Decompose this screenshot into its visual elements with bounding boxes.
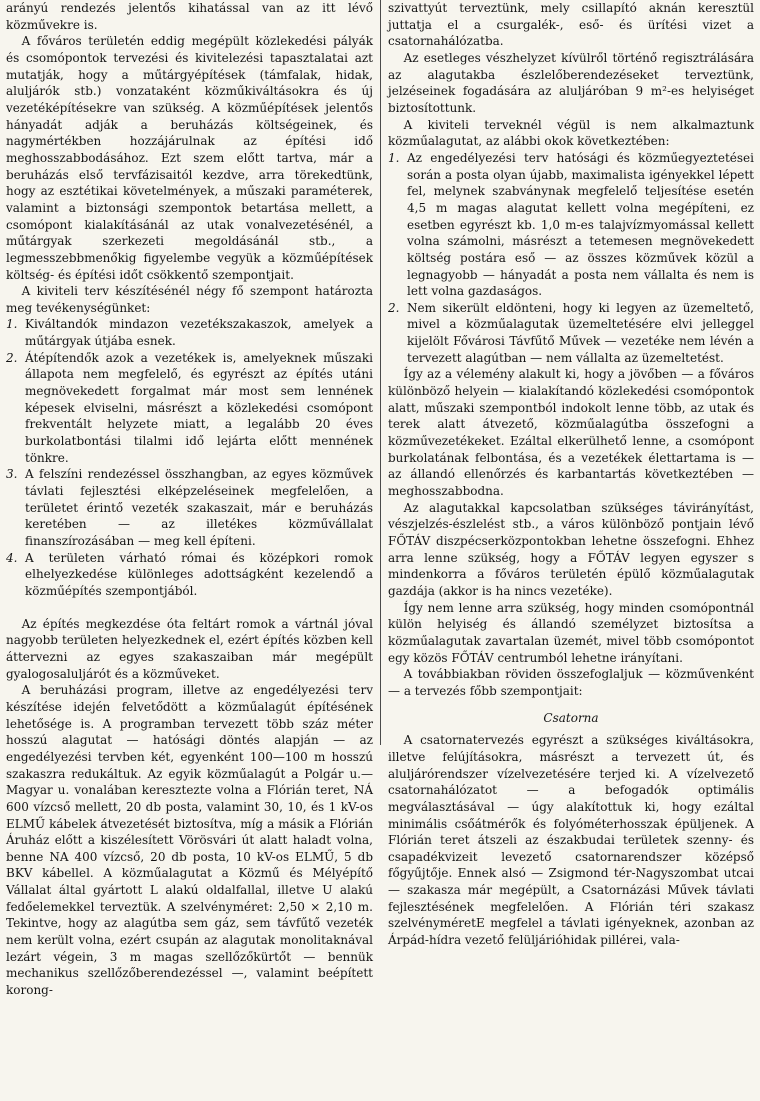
left-column — [6, 0, 373, 999]
paragraph: A csatornatervezés egyrészt a szükséges kiváltásokra, illetve felújításokra, másrészt a tervezett út, és aluljárórendszer vízelvezetésére terjed ki. A vízelvezető csatornahálózatot — a befogadók optimális megválasztásával — úgy alakítottuk ki, hogy ezáltal minimális csőátmérők és folyóméterhosszak épüljenek. A Flórián teret átszeli az északbudai területek szenny- és csapadékvizeit levezető csatornarendszer középső főgyűjtője. Ennek alsó — Zsigmond tér-Nagyszombat utcai — szakasza már megépült, a Csatornázási Művek távlati fejlesztésének megfelelően. A Flórián téri szakasz szelvényméretE megfelel a távlati igényeknek, azonban az Árpád-hídra vezető felüljárióhidak pillérei, vala- — [388, 733, 754, 948]
list-item — [388, 300, 754, 367]
criteria-list — [6, 316, 373, 599]
section-heading: Csatorna — [543, 710, 599, 725]
list-item — [6, 350, 373, 467]
paragraph: A továbbiakban röviden összefoglaljuk — közművenként — a tervezés főbb szempontjait: — [388, 667, 754, 698]
list-text: Nem sikerült eldönteni, hogy ki legyen az üzemeltető, mivel a közműalagutak üzemeltetésére elvi jelleggel kijelölt Fővárosi Távfűtő Művek — vezetéke nem lévén a tervezett alagútban — nem vállalta az üzemeltetést. — [407, 300, 754, 365]
list-text: A területen várható római és középkori romok elhelyezkedése különleges adottságként kezelendő a közműépítés szempontjából. — [25, 550, 373, 598]
paragraph: Az alagutakkal kapcsolatban szükséges távirányítást, vészjelzés-észlelést stb., a város különböző pontjain lévő FŐTÁV diszpécserközpontokban lehetne összefogni. Ehhez arra lenne szükség, hogy a FŐTÁV legyen egyszer s mindenkorra a főváros területén épülő közműalagutak gazdája (akkor is ha nincs vezetéke). — [388, 500, 754, 598]
paragraph: szivattyút terveztünk, mely csillapító aknán keresztül juttatja el a csurgalék-, eső- és ürítési vizet a csatornahálózatba. — [388, 1, 754, 49]
list-text: Átépítendők azok a vezetékek is, amelyeknek műszaki állapota nem megfelelő, és egyrészt az építés utáni megnövekedett forgalmat már most sem lennének képesek elviselni, másrészt a közlekedési csomópont frekventált helyzete miatt, a legalább 20 éves burkolatbontási tilalmi idő lejárta előtt mennének tönkre. — [25, 350, 373, 465]
list-number: 1. — [6, 317, 18, 332]
list-number: 2. — [6, 350, 18, 365]
list-number: 1. — [388, 150, 400, 165]
paragraph: Az esetleges vészhelyzet kívülről történő regisztrálására az alagutakba észlelőberendezéseket terveztünk, jelzéseinek fogadására az aluljáróban 9 m²-es helyiséget biztosítottunk. — [388, 50, 754, 115]
list-text: A felszíni rendezéssel összhangban, az egyes közművek távlati fejlesztési elképzeléseinek megfelelően, a területet érintő vezeték szakaszait, már e beruházás keretében — az illetékes közművállalat finanszírozásában — meg kell építeni. — [25, 467, 373, 548]
column-divider — [380, 0, 381, 745]
paragraph: arányú rendezés jelentős kihatással van az itt lévő közművekre is. — [6, 1, 373, 32]
list-item — [6, 316, 373, 349]
paragraph: A főváros területén eddig megépült közlekedési pályák és csomópontok tervezési és kivitelezési tapasztalatai azt mutatják, hogy a műtárgyépítések (támfalak, hidak, aluljárók stb.) vonzataként közműkiváltásokra és új vezetéképítésekre van szükség. A közműépítések jelentős hányadát adják a beruházás költségeinek, és nagymértékben hozzájárulnak az építési idő meghosszabbodásához. Ezt szem előtt tartva, már a beruházás első tervfázisaitól kezdve, arra törekedtünk, hogy az esztétikai követelmények, a műszaki paraméterek, valamint a biztonsági szempontok betartása mellett, a csomópont kialakításánál az utak vonalvezetésénél, a műtárgyak szerkezeti megoldásánál stb., a legmesszebbmenőkig figyelembe vegyük a közműépítések költség- és építési időt csökkentő szempontjait. — [6, 34, 373, 282]
list-item — [6, 550, 373, 600]
list-number: 3. — [6, 467, 18, 482]
reasons-list — [388, 150, 754, 367]
right-column — [388, 0, 754, 949]
list-text: Az engedélyezési terv hatósági és közműegyeztetései során a posta olyan újabb, maximalista igényekkel lépett fel, melynek szabványnak megfelelő teljesítése esetén 4,5 m magas alagutat kellett volna megépíteni, ez esetben egyrészt kb. 1,0 m-es talajvízmyomással kellett volna számolni, másrészt a tetemesen megnövekedett költség postára eső — az összes közművek közül a legnagyobb — hányadát a posta nem vállalta és nem is lett volna gazdaságos. — [407, 150, 754, 299]
list-text: Kiváltandók mindazon vezetékszakaszok, amelyek a műtárgyak útjába esnek. — [25, 317, 373, 349]
paragraph: Így az a vélemény alakult ki, hogy a jövőben — a főváros különböző helyein — kialakítandó közlekedési csomópontok alatt, műszaki szempontból indokolt lenne több, az utak és terek alatt átvezető, közműalagútba összefogni a közművezetékeket. Ezáltal elkerülhető lenne, a csomópont burkolatának felbontása, és a vezetékek élettartama is — az állandó ellenőrzés és karbantartás következtében — meghosszabbodna. — [388, 367, 754, 499]
paragraph: A kiviteli terveknél végül is nem alkalmaztunk közműalagutat, az alábbi okok következtében: — [388, 117, 754, 149]
paragraph: Így nem lenne arra szükség, hogy minden csomópontnál külön helyiség és állandó személyzet biztosítsa a közműalagutak zavartalan üzemét, mivel több csomópontot egy közös FŐTÁV centrumból lehetne irányítani. — [388, 600, 754, 665]
list-number: 2. — [388, 300, 400, 315]
list-number: 4. — [6, 550, 18, 565]
paragraph: Az építés megkezdése óta feltárt romok a vártnál jóval nagyobb területen helyezkednek el, ezért építés közben kell áttervezni az egyes szakaszaiban már megépült gyalogosaluljárót és a közműveket. — [6, 616, 373, 681]
list-item — [6, 466, 373, 549]
paragraph: A kiviteli terv készítésénél négy fő szempont határozta meg tevékenységünket: — [6, 284, 373, 315]
paragraph: A beruházási program, illetve az engedélyezési terv készítése idején felvetődött a közműalagút építésének lehetősége is. A programban tervezett több száz méter hosszú alagutat — hatósági döntés alapján — az engedélyezési tervben két, egyenként 100—100 m hosszú szakaszra redukáltuk. Az egyik közműalagút a Polgár u.—Magyar u. vonalában keresztezte volna a Flórián teret, NÁ 600 vízcső mellett, 20 db posta, valamint 30, 10, és 1 kV-os ELMŰ kábelek átvezetését biztosítva, míg a másik a Flórián Áruház előtt a kiszélesített Vörösvári út alatt haladt volna, benne NA 400 vízcső, 20 db posta, 10 kV-os ELMŰ, 5 db BKV kábellel. A közműalagutat a Közmű és Mélyépítő Vállalat által gyártott L alakú oldalfallal, illetve U alakú fedőelemekkel terveztük. A szelvényméret: 2,50 × 2,10 m. Tekintve, hogy az alagútba sem gáz, sem távfűtő vezeték nem került volna, ezért csupán az alagutak monolitaknával lezárt végein, 3 m magas szellőzőkürtőt — bennük mechanikus szellőzőberendezéssel —, valamint beépített korong- — [6, 683, 373, 998]
list-item — [388, 150, 754, 300]
